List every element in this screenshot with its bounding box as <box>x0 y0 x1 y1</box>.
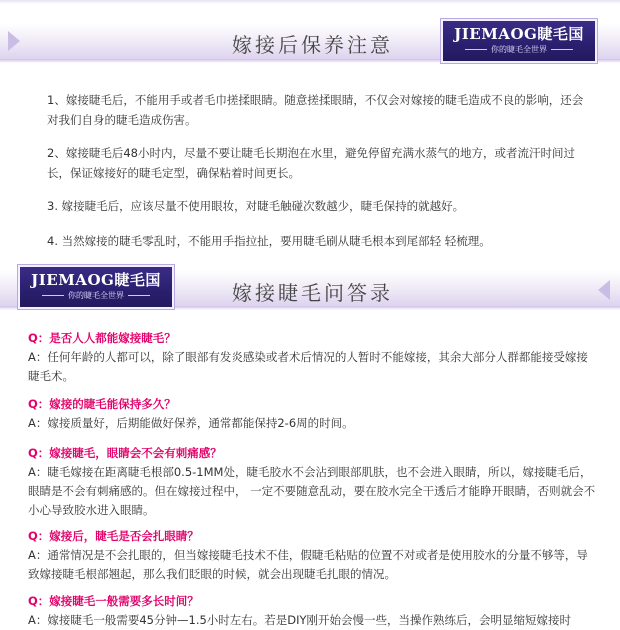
question: Q：嫁接睫毛一般需要多长时间？ <box>28 594 199 608</box>
logo-subtitle: 你的睫毛全世界 <box>443 44 595 55</box>
qa-item <box>28 592 598 630</box>
brand-logo <box>443 21 595 61</box>
question: Q：嫁接的睫毛能保持多久？ <box>28 397 176 411</box>
care-note: 3. 嫁接睫毛后，应该尽量不使用眼妆，对睫毛触碰次数越少，睫毛保持的就越好。 <box>47 199 465 213</box>
qa-item <box>28 329 598 386</box>
top-divider <box>0 0 620 4</box>
logo-text: JIEMAOG睫毛国 <box>454 25 584 43</box>
question: Q：嫁接后，睫毛是否会扎眼睛？ <box>28 529 199 543</box>
answer: A：睫毛嫁接在距离睫毛根部0.5-1MM处，睫毛胶水不会沾到眼部肌肤，也不会进入眼睛，所以，嫁接睫毛后，眼睛是不会有刺痛感的。但在嫁接过程中， 一定不要随意乱动，要在胶水完全干透后才能睁开眼睛，否则就会不小心导致胶水进入眼睛。 <box>28 465 596 517</box>
brand-logo <box>20 267 172 307</box>
qa-item <box>28 527 598 584</box>
care-note: 4. 当然嫁接的睫毛零乱时，不能用手指拉扯，要用睫毛刷从睫毛根本到尾部轻 轻梳理。 <box>47 234 491 248</box>
answer: A：嫁接睫毛一般需要45分钟—1.5小时左右。若是DIY刚开始会慢一些，当操作熟练后，会明显缩短嫁接时 <box>28 613 572 627</box>
answer: A：任何年龄的人都可以，除了眼部有发炎感染或者术后情况的人暂时不能嫁接，其余大部分人群都能接受嫁接睫毛术。 <box>28 350 588 383</box>
qa-item <box>28 395 598 433</box>
section-title: 嫁接后保养注意 <box>232 33 393 57</box>
section-title: 嫁接睫毛问答录 <box>232 281 393 305</box>
banner-right-triangle <box>598 280 610 300</box>
qa-item <box>28 444 598 520</box>
answer: A：嫁接质量好，后期能做好保养，通常都能保持2-6周的时间。 <box>28 416 354 430</box>
question: Q：是否人人都能嫁接睫毛？ <box>28 331 176 345</box>
care-note: 1、嫁接睫毛后，不能用手或者毛巾搓揉眼睛。随意搓揉眼睛，不仅会对嫁接的睫毛造成不良的影响，还会对我们自身的睫毛造成伤害。 <box>47 93 584 127</box>
qa-banner <box>0 262 620 312</box>
care-notes-banner <box>0 15 620 65</box>
question: Q：嫁接睫毛，眼睛会不会有刺痛感？ <box>28 446 222 460</box>
care-note: 2、嫁接睫毛后48小时内，尽量不要让睫毛长期泡在水里，避免停留充满水蒸气的地方，或者流汗时间过长，保证嫁接好的睫毛定型，确保粘着时间更长。 <box>47 146 575 180</box>
answer: A：通常情况是不会扎眼的，但当嫁接睫毛技术不佳，假睫毛粘贴的位置不对或者是使用胶水的分量不够等，导致嫁接睫毛根部翘起，那么我们眨眼的时候，就会出现睫毛扎眼的情况。 <box>28 548 588 581</box>
logo-subtitle: 你的睫毛全世界 <box>20 290 172 301</box>
banner-left-triangle <box>8 31 20 51</box>
logo-text: JIEMAOG睫毛国 <box>31 271 161 289</box>
